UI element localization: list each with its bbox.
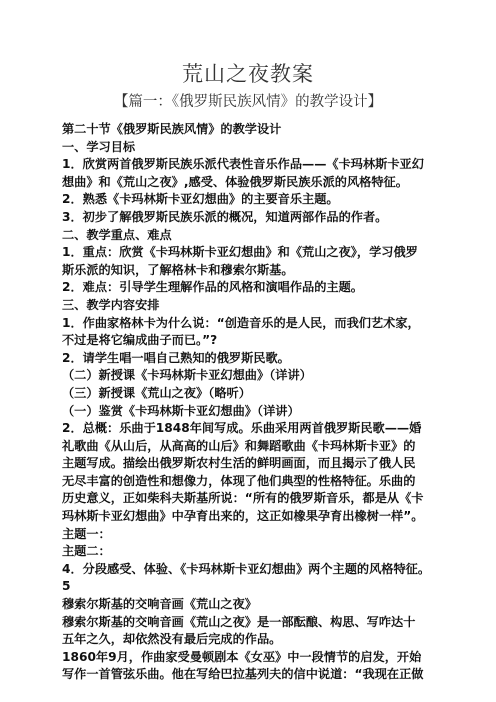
body-line: （三）新授课《荒山之夜》（略听）: [62, 385, 251, 400]
body-line: 穆索尔斯基的交响音画《荒山之夜》: [62, 597, 257, 612]
body-line: 无尽丰富的创造性和想像力，体现了他们典型的性格特征。乐曲的: [62, 473, 416, 488]
body-line: 五年之久，却依然没有最后完成的作品。: [62, 632, 282, 647]
body-line: 不过是将它编成曲子而已。”?: [62, 333, 218, 348]
body-line: 1．欣赏两首俄罗斯民族乐派代表性音乐作品——《卡玛林斯卡亚幻: [62, 157, 424, 172]
document-subtitle: 【篇一：《俄罗斯民族风情》的教学设计】: [113, 94, 383, 110]
body-line: 二、教学重点、难点: [62, 227, 172, 242]
body-line: 4．分段感受、体验、《卡玛林斯卡亚幻想曲》两个主题的风格特征。: [62, 561, 431, 576]
body-line: 1860年9月，作曲家受曼顿剧本《女巫》中一段情节的启发，开始: [62, 649, 422, 664]
body-line: 2．难点：引导学生理解作品的风格和演唱作品的主题。: [62, 280, 363, 295]
body-line: 2．请学生唱一唱自己熟知的俄罗斯民歌。: [62, 350, 290, 365]
body-line: 穆索尔斯基的交响音画《荒山之夜》是一部酝酿、构思、写咋达十: [62, 614, 416, 629]
body-line: 斯乐派的知识，了解格林卡和穆索尔斯基。: [62, 262, 294, 277]
body-line: 礼歌曲《从山后，从高高的山后》和舞蹈歌曲《卡玛林斯卡亚》的: [62, 438, 416, 453]
body-line: 主题二：: [62, 544, 111, 559]
body-line: 2．总概：乐曲于1848年间写成。乐曲采用两首俄罗斯民歌——婚: [62, 421, 422, 436]
body-line: 5: [62, 579, 71, 594]
body-line: （一）鉴赏《卡玛林斯卡亚幻想曲》（详讲）: [62, 403, 300, 418]
body-line: 想曲》和《荒山之夜》,感受、体验俄罗斯民族乐派的风格特征。: [62, 174, 408, 189]
body-line: 1．重点：欣赏《卡玛林斯卡亚幻想曲》和《荒山之夜》，学习俄罗: [62, 245, 418, 260]
body-line: 3．初步了解俄罗斯民族乐派的概况，知道两部作品的作者。: [62, 209, 388, 224]
body-line: 三、教学内容安排: [62, 297, 160, 312]
body-line: 主题一：: [62, 526, 111, 541]
document-title: 荒山之夜教案: [182, 62, 314, 86]
document-body: [62, 121, 474, 684]
body-line: 第二十节《俄罗斯民族风情》的教学设计: [62, 122, 282, 136]
body-line: 1．作曲家格林卡为什么说：“创造音乐的是人民，而我们艺术家，: [62, 315, 420, 330]
body-line: 写作一首管弦乐曲。他在写给巴拉基列夫的信中说道：“我现在正做: [62, 667, 424, 682]
body-line: 一、学习目标: [62, 139, 136, 154]
body-line: 历史意义，正如柴科夫斯基所说：“所有的俄罗斯音乐，都是从《卡: [62, 491, 424, 506]
body-line: 玛林斯卡亚幻想曲》中孕育出来的，这正如橡果孕育出橡树一样”。: [62, 509, 424, 524]
body-line: 主题写成。描绘出俄罗斯农村生活的鲜明画面，而且揭示了俄人民: [62, 456, 416, 471]
body-line: （二）新授课《卡玛林斯卡亚幻想曲》（详讲）: [62, 368, 312, 383]
body-line: 2．熟悉《卡玛林斯卡亚幻想曲》的主要音乐主题。: [62, 192, 339, 207]
